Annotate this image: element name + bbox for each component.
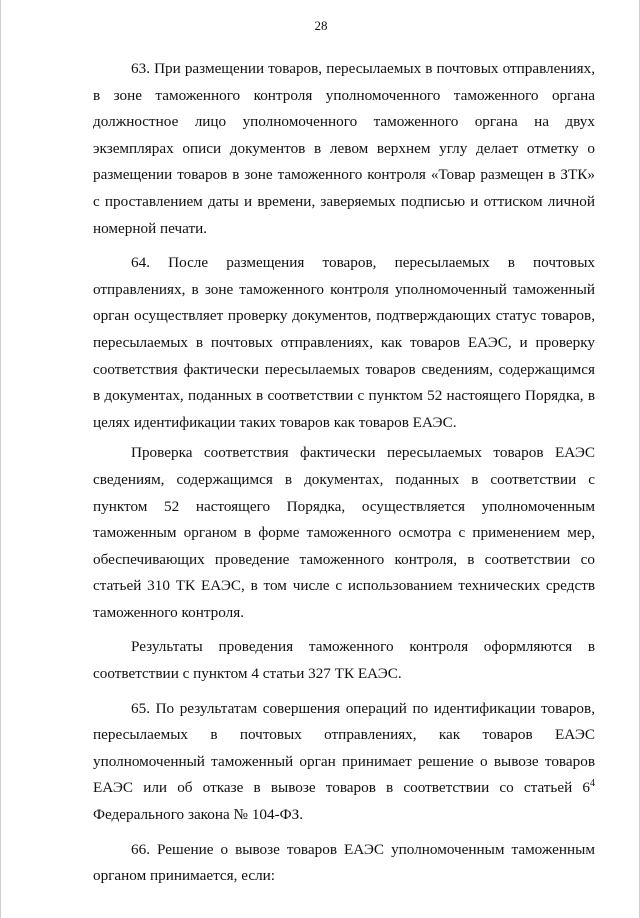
paragraph-63: 63. При размещении товаров, пересылаемых в почтовых отправлениях, в зоне таможенного контроля уполномоченного таможенного органа должностное лицо уполномоченного таможенного органа на двух экземплярах описи документов в левом верхнем углу делает отметку о размещении товаров в зоне таможенного контроля «Товар размещен в ЗТК» с проставлением даты и времени, заверяемых подписью и оттиском личной номерной печати. (93, 60, 595, 237)
document-body (93, 56, 595, 898)
paragraph-64: 64. После размещения товаров, пересылаемых в почтовых отправлениях, в зоне таможенного контроля уполномоченный таможенный орган осуществляет проверку документов, подтверждающих статус товаров, пересылаемых в почтовых отправлениях, как товаров ЕАЭС, и проверку соответствия фактически пересылаемых товаров сведениям, содержащимся в документах, поданных в соответствии с пунктом 52 настоящего Порядка, в целях идентификации таких товаров как товаров ЕАЭС. (93, 254, 595, 431)
paragraph-65-text-end: Федерального закона № 104-ФЗ. (93, 806, 304, 824)
paragraph-66: 66. Решение о вывозе товаров ЕАЭС уполномоченным таможенным органом принимается, если: (93, 840, 595, 885)
paragraph-65-text: 65. По результатам совершения операций по идентификации товаров, пересылаемых в почтовых отправлениях, как товаров ЕАЭС уполномоченный таможенный орган принимает решение о вывозе товаров ЕАЭС или об отказе в вывозе товаров в соответствии со статьей 6 (93, 699, 595, 797)
paragraph-65 (93, 696, 595, 829)
paragraph-64-results: Результаты проведения таможенного контроля оформляются в соответствии с пунктом 4 статьи 327 ТК ЕАЭС. (93, 638, 595, 683)
paragraph-64-inspection: Проверка соответствия фактически пересылаемых товаров ЕАЭС сведениям, содержащимся в документах, поданных в соответствии с пунктом 52 настоящего Порядка, осуществляется уполномоченным таможенным органом в форме таможенного осмотра с применением мер, обеспечивающих проведение таможенного контроля, в соответствии со статьей 310 ТК ЕАЭС, в том числе с использованием технических средств таможенного контроля. (93, 444, 595, 621)
page-number: 28 (314, 18, 328, 33)
paragraph-65-superscript: 4 (590, 778, 595, 790)
